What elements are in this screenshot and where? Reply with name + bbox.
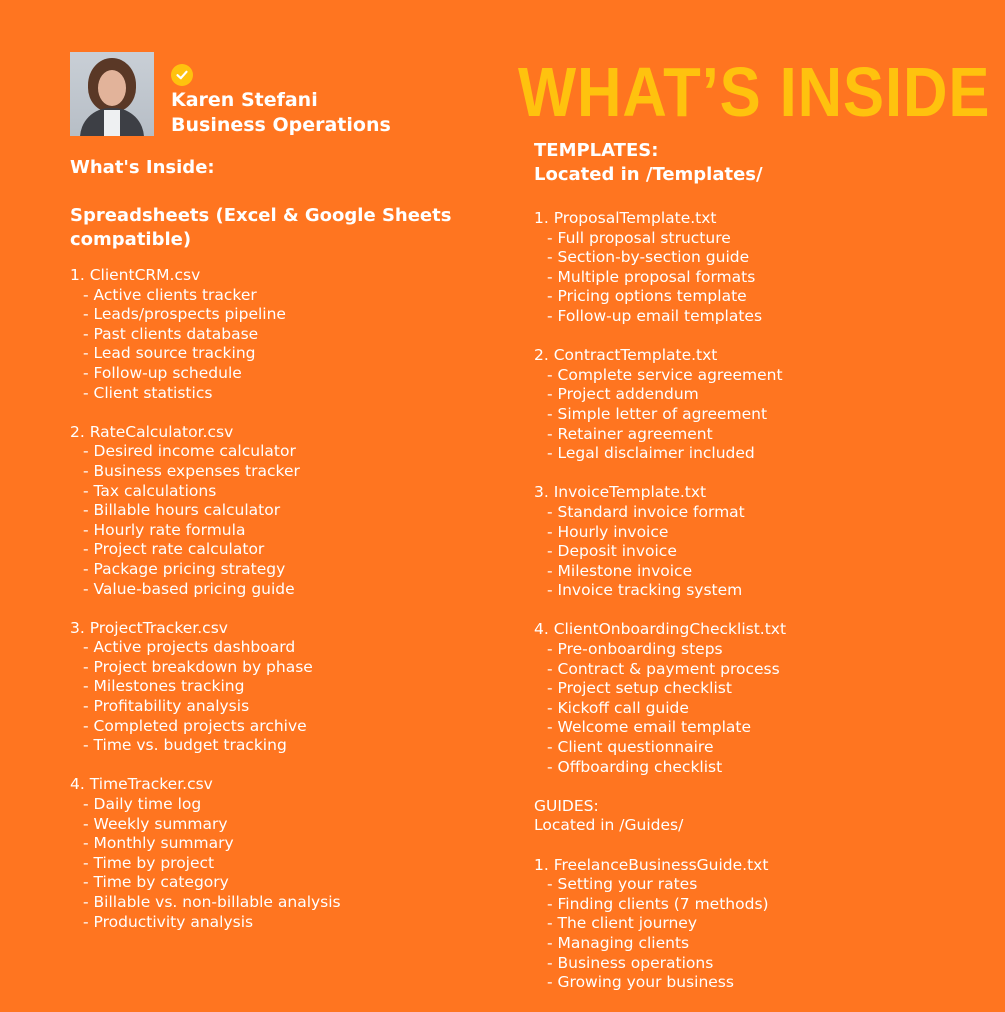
file-item-title: 4. TimeTracker.csv [70, 775, 213, 794]
feature-list-item: - Daily time log [83, 795, 202, 814]
feature-list-item: - Time by project [83, 853, 215, 872]
feature-list-item: - Follow-up schedule [83, 363, 242, 382]
guides-heading: GUIDES: [534, 796, 599, 815]
feature-list-item: - Past clients database [83, 324, 259, 343]
feature-list-item: - Multiple proposal formats [547, 267, 756, 286]
feature-list-item: - Welcome email template [547, 718, 751, 737]
feature-list-item: - Business expenses tracker [83, 461, 300, 480]
right-column [534, 139, 974, 1012]
feature-list-item: - Package pricing strategy [83, 559, 286, 578]
feature-list-item: - Desired income calculator [83, 442, 296, 461]
feature-list-item: - Milestones tracking [83, 677, 245, 696]
author-role: Business Operations [171, 114, 391, 136]
author-avatar [70, 52, 154, 136]
feature-list-item: - Billable vs. non-billable analysis [83, 893, 341, 911]
feature-list-item: - Managing clients [547, 933, 690, 952]
file-item-title: 1. FreelanceBusinessGuide.txt [534, 855, 769, 874]
feature-list-item: - Milestone invoice [547, 561, 693, 580]
file-item-title: 1. ClientCRM.csv [70, 266, 201, 284]
feature-list-item: - Project rate calculator [83, 540, 265, 559]
feature-list-item: - Completed projects archive [83, 716, 307, 735]
check-circle-icon [171, 64, 193, 86]
templates-list [534, 209, 974, 797]
left-column [70, 156, 490, 952]
templates-heading: TEMPLATES: [534, 140, 659, 161]
feature-list-item: - Finding clients (7 methods) [547, 894, 769, 913]
guides-location: Located in /Guides/ [534, 816, 684, 835]
spreadsheet-list [70, 266, 490, 952]
feature-list-item: - Monthly summary [83, 834, 234, 853]
feature-list-item: - Growing your business [547, 973, 734, 992]
feature-list-item: - Contract & payment process [547, 659, 780, 678]
feature-list-item: - Kickoff call guide [547, 698, 689, 717]
feature-list-item: - Standard invoice format [547, 502, 745, 521]
file-item-title: 3. ProjectTracker.csv [70, 618, 228, 637]
feature-list-item: - Complete service agreement [547, 365, 783, 384]
feature-list-item: - Productivity analysis [83, 912, 254, 931]
spreadsheets-heading: Spreadsheets (Excel & Google Sheets compatible) [70, 205, 452, 250]
feature-list-item: - Lead source tracking [83, 344, 256, 363]
feature-list-item: - Retainer agreement [547, 424, 713, 443]
feature-list-item: - Billable hours calculator [83, 501, 281, 520]
feature-list-item: - Client statistics [83, 383, 213, 402]
file-item-title: 2. ContractTemplate.txt [534, 346, 718, 365]
feature-list-item: - Offboarding checklist [547, 757, 723, 776]
feature-list-item: - Leads/prospects pipeline [83, 305, 286, 324]
feature-list-item: - Pre-onboarding steps [547, 640, 723, 659]
feature-list-item: - Project setup checklist [547, 679, 732, 698]
feature-list-item: - Time by category [83, 873, 229, 892]
feature-list-item: - Pricing options template [547, 287, 747, 306]
templates-location: Located in /Templates/ [534, 164, 763, 185]
feature-list-item: - Profitability analysis [83, 697, 250, 716]
feature-list-item: - Active projects dashboard [83, 638, 296, 657]
feature-list-item: - Time vs. budget tracking [83, 736, 287, 755]
feature-list-item: - Value-based pricing guide [83, 579, 295, 598]
feature-list-item: - Invoice tracking system [547, 581, 743, 600]
intro-heading: What's Inside: [70, 157, 215, 178]
file-item-title: 1. ProposalTemplate.txt [534, 209, 717, 227]
feature-list-item: - Client questionnaire [547, 738, 714, 757]
feature-list-item: - Setting your rates [547, 875, 698, 894]
feature-list-item: - Weekly summary [83, 814, 228, 833]
page-title: WHAT’S INSIDE [518, 53, 991, 131]
feature-list-item: - Simple letter of agreement [547, 404, 768, 423]
feature-list-item: - Section-by-section guide [547, 248, 750, 267]
feature-list-item: - Legal disclaimer included [547, 444, 755, 463]
guides-list [534, 856, 974, 1012]
feature-list-item: - Business operations [547, 953, 714, 972]
feature-list-item: - Full proposal structure [547, 228, 731, 247]
file-item-title: 4. ClientOnboardingChecklist.txt [534, 620, 787, 639]
author-name: Karen Stefani [171, 89, 318, 111]
feature-list-item: - Project addendum [547, 385, 699, 404]
feature-list-item: - Deposit invoice [547, 542, 677, 561]
feature-list-item: - The client journey [547, 914, 698, 933]
feature-list-item: - Tax calculations [83, 481, 217, 500]
file-item-title: 2. RateCalculator.csv [70, 422, 234, 441]
feature-list-item: - Follow-up email templates [547, 306, 763, 325]
feature-list-item: - Hourly invoice [547, 522, 669, 541]
feature-list-item: - Project breakdown by phase [83, 657, 313, 676]
feature-list-item: - Hourly rate formula [83, 520, 246, 539]
feature-list-item: - Active clients tracker [83, 285, 257, 304]
file-item-title: 3. InvoiceTemplate.txt [534, 483, 707, 502]
author-block [171, 88, 391, 138]
